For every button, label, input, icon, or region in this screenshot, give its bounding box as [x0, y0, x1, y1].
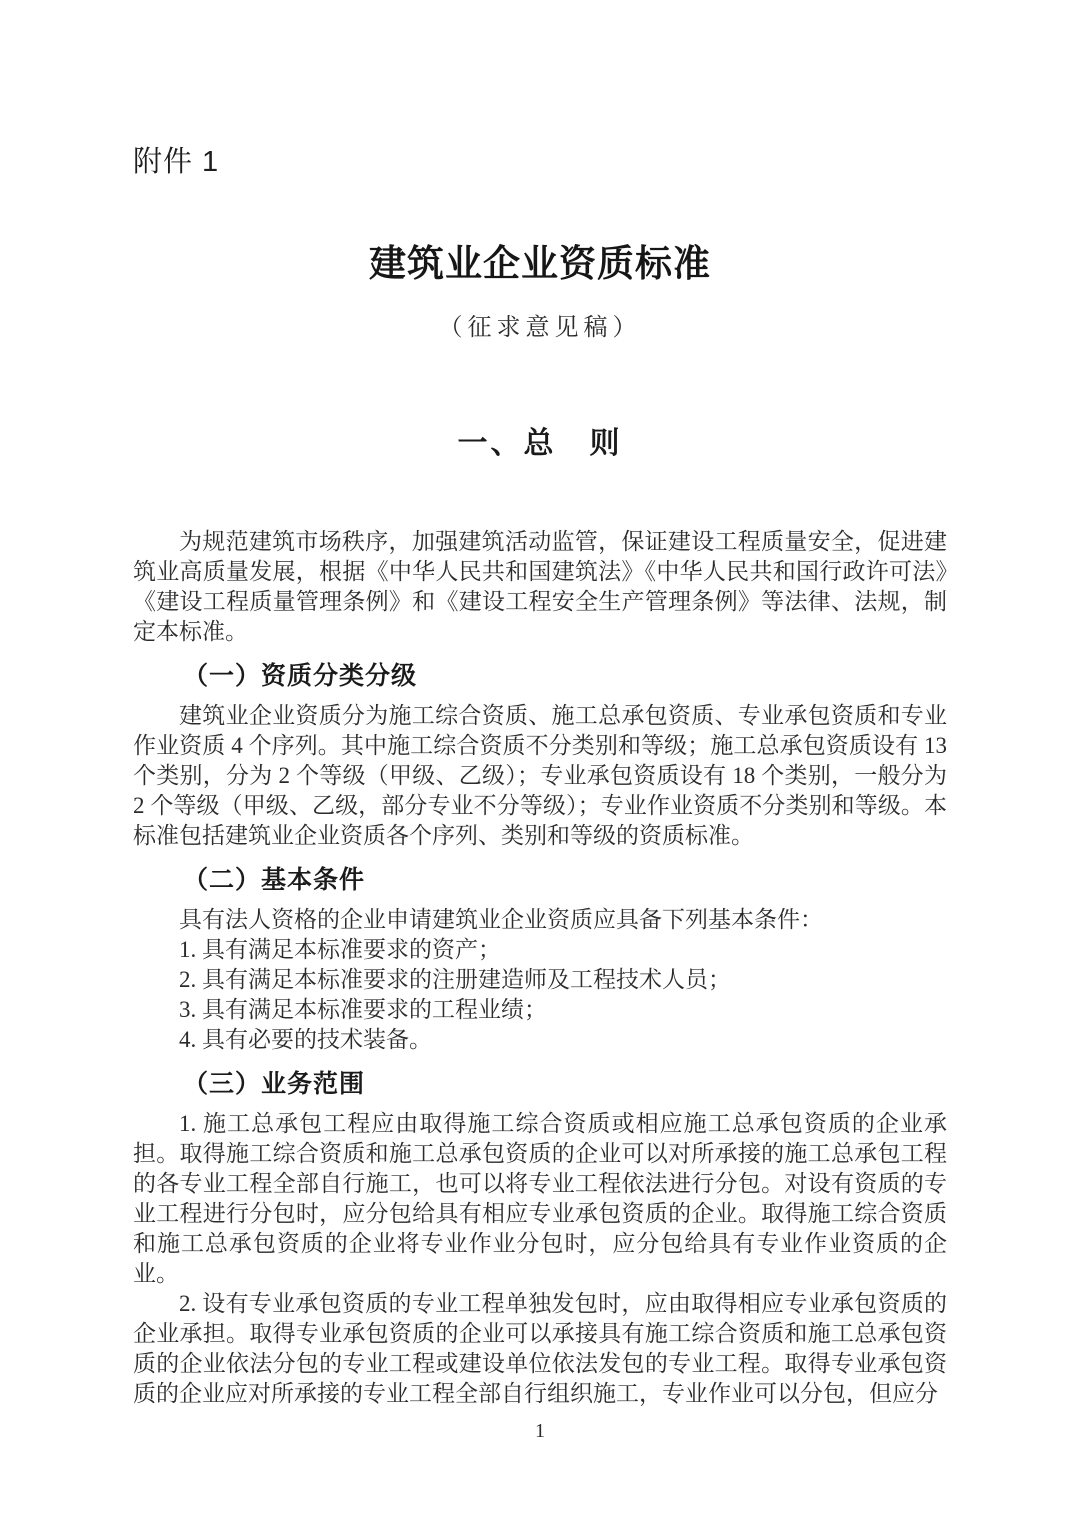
basic-conditions-lead: 具有法人资格的企业申请建筑业企业资质应具备下列基本条件：: [179, 907, 823, 932]
business-scope-paragraph-1: 1. 施工总承包工程应由取得施工综合资质或相应施工总承包资质的企业承担。取得施工综合资质和施工总承包资质的企业可以对所承接的施工总承包工程的各专业工程全部自行施工，也可以将专业工程依法进行分包。对设有资质的专业工程进行分包时，应分包给具有相应专业承包资质的企业。取得施工综合资质和施工总承包资质的企业将专业作业分包时，应分包给具有专业作业资质的企业。: [133, 1111, 947, 1286]
subsection-heading-basic-conditions: （二）基本条件: [183, 866, 366, 894]
business-scope-paragraph-2: 2. 设有专业承包资质的专业工程单独发包时，应由取得相应专业承包资质的企业承担。取得专业承包资质的企业可以承接具有施工综合资质和施工总承包资质的企业依法分包的专业工程或建设单位依法发包的专业工程。取得专业承包资质的企业应对所承接的专业工程全部自行组织施工，专业作业可以分包，但应分: [133, 1291, 947, 1406]
basic-condition-item-4: 4. 具有必要的技术装备。: [179, 1027, 432, 1052]
page-number: 1: [535, 1420, 545, 1442]
document-title: 建筑业企业资质标准: [369, 244, 711, 285]
subsection-heading-business-scope: （三）业务范围: [183, 1070, 366, 1098]
basic-condition-item-3: 3. 具有满足本标准要求的工程业绩；: [179, 997, 547, 1022]
classification-paragraph: 建筑业企业资质分为施工综合资质、施工总承包资质、专业承包资质和专业作业资质 4 个序列。其中施工综合资质不分类别和等级；施工总承包资质设有 13 个类别，分为 2 个等级（甲级、乙级）；专业承包资质设有 18 个类别，一般分为 2 个等级（甲级、乙级，部分专业不分等级）；专业作业资质不分类别和等级。本标准包括建筑业企业资质各个序列、类别和等级的资质标准。: [133, 703, 947, 848]
subsection-heading-classification: （一）资质分类分级: [183, 662, 418, 690]
section-heading-general-provisions: 一、总 则: [457, 427, 623, 460]
document-subtitle: （征求意见稿）: [438, 315, 642, 341]
attachment-label: 附件 1: [133, 146, 220, 178]
basic-condition-item-1: 1. 具有满足本标准要求的资产；: [179, 937, 501, 962]
document-body: [133, 527, 947, 1409]
basic-condition-item-2: 2. 具有满足本标准要求的注册建造师及工程技术人员；: [179, 967, 731, 992]
intro-paragraph: 为规范建筑市场秩序，加强建筑活动监管，保证建设工程质量安全，促进建筑业高质量发展，根据《中华人民共和国建筑法》《中华人民共和国行政许可法》《建设工程质量管理条例》和《建设工程安全生产管理条例》等法律、法规，制定本标准。: [133, 529, 947, 644]
